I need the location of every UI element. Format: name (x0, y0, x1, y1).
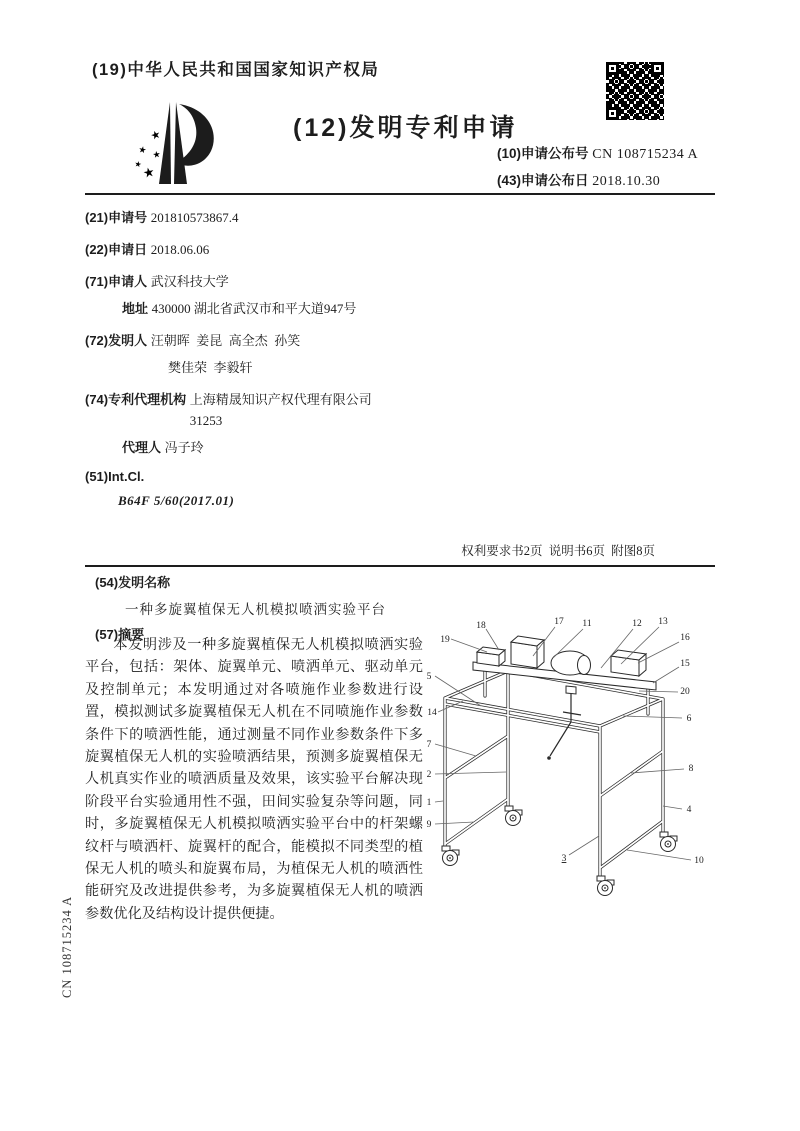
publication-date-label: (43)申请公布日 (497, 173, 589, 188)
publication-block (497, 141, 698, 195)
control-box (611, 650, 646, 676)
application-number-value: 201810573867.4 (150, 210, 239, 225)
application-date-label: (22)申请日 (85, 242, 148, 257)
application-number-row (85, 207, 435, 226)
caster-wheel (442, 846, 459, 866)
section-divider (85, 565, 715, 567)
publication-date-value: 2018.10.30 (592, 174, 661, 189)
qr-code (606, 62, 664, 120)
svg-text:17: 17 (554, 617, 564, 627)
patent-figure-drawing (423, 586, 723, 931)
caster-wheel (597, 876, 614, 896)
svg-text:19: 19 (440, 635, 450, 645)
cnipa-logo-icon (126, 96, 222, 201)
inventors-line1: 汪朝晖 姜昆 高全杰 孙笑 (150, 333, 301, 348)
publication-number-row (497, 141, 698, 168)
application-number-label: (21)申请号 (85, 210, 148, 225)
publication-number-label: (10)申请公布号 (497, 146, 589, 161)
patent-office-name: (19)中华人民共和国国家知识产权局 (92, 61, 380, 79)
svg-text:6: 6 (686, 714, 692, 724)
svg-text:20: 20 (680, 687, 690, 697)
agency-value: 上海精晟知识产权代理有限公司 31253 (189, 392, 372, 428)
publication-number-value: CN 108715234 A (592, 147, 699, 162)
inventors-line2: 樊佳荣 李毅轩 (168, 360, 253, 375)
svg-text:3: 3 (561, 854, 567, 864)
applicant-row (85, 271, 435, 290)
abstract-label: (57)摘要 (95, 627, 145, 642)
publication-date-row (497, 168, 698, 195)
applicant-value: 武汉科技大学 (150, 274, 229, 289)
logo-pillar-right (174, 102, 187, 184)
intcl-value: B64F 5/60(2017.01) (118, 493, 235, 508)
svg-text:12: 12 (632, 619, 642, 629)
patent-figure (423, 586, 723, 936)
logo-pillar-left (159, 102, 171, 184)
svg-text:10: 10 (694, 856, 704, 866)
svg-text:5: 5 (426, 672, 432, 682)
inventors-label: (72)发明人 (85, 333, 148, 348)
bibliographic-section (85, 199, 435, 509)
motor-box (511, 636, 544, 668)
star-icon: ★ (149, 128, 163, 143)
star-icon: ★ (133, 159, 143, 170)
intcl-label: (51)Int.Cl. (85, 469, 145, 484)
address-row (122, 298, 435, 317)
invention-title: 一种多旋翼植保无人机模拟喷洒实验平台 (125, 602, 386, 617)
svg-text:14: 14 (427, 708, 437, 718)
svg-text:15: 15 (680, 659, 690, 669)
application-date-value: 2018.06.06 (150, 242, 210, 257)
intcl-row (85, 469, 435, 484)
invention-title-label: (54)发明名称 (95, 575, 171, 590)
abstract-text: 本发明涉及一种多旋翼植保无人机模拟喷洒实验平台，包括：架体、旋翼单元、喷洒单元、驱动单元及控制单元；本发明通过对各喷施作业参数进行设置，模拟测试多旋翼植保无人机在不同喷施作业参数条件下的喷洒性能，通过测量不同作业参数条件下多旋翼植保无人机的实验喷洒结果，预测多旋翼植保无人机真实作业的喷洒质量及效果，该实验平台解决现阶段平台实验通用性不强，田间实验复杂等问题，同时，多旋翼植保无人机模拟喷洒实验平台中的杆架螺纹杆与喷洒杆、旋翼杆的配合，能模拟不同类型的植保无人机的喷头和旋翼布局，为植保无人机的喷洒性能研究及改进提供参考，为多旋翼植保无人机的喷洒参数优化及结构设计提供便捷。 (85, 637, 423, 922)
pages-info: 权利要求书2页 说明书6页 附图8页 (461, 544, 655, 558)
svg-text:18: 18 (476, 621, 486, 631)
document-type-title: (12)发明专利申请 (293, 114, 518, 142)
intcl-value-row (118, 493, 435, 509)
inventors-row (85, 330, 435, 349)
svg-text:8: 8 (688, 764, 694, 774)
qr-finder-icon (606, 62, 619, 75)
svg-text:11: 11 (582, 619, 592, 629)
svg-text:9: 9 (426, 820, 432, 830)
svg-text:4: 4 (686, 805, 692, 815)
agency-label: (74)专利代理机构 (85, 392, 187, 407)
address-value: 430000 湖北省武汉市和平大道947号 (151, 301, 357, 316)
caster-wheel (505, 806, 522, 826)
svg-text:16: 16 (680, 633, 690, 643)
agent-row (122, 437, 435, 456)
applicant-label: (71)申请人 (85, 274, 148, 289)
sidebar-publication-number: CN 108715234 A (60, 895, 74, 998)
caster-wheel (660, 832, 677, 852)
agent-label: 代理人 (122, 440, 162, 455)
agent-value: 冯子玲 (164, 440, 204, 455)
svg-text:1: 1 (426, 798, 432, 808)
application-date-row (85, 239, 435, 258)
agency-row (85, 389, 435, 431)
star-icon: ★ (137, 144, 148, 156)
star-icon: ★ (151, 148, 162, 160)
svg-text:2: 2 (426, 770, 432, 780)
qr-finder-icon (651, 62, 664, 75)
header-divider (85, 193, 715, 195)
qr-finder-icon (606, 107, 619, 120)
svg-text:13: 13 (658, 617, 668, 627)
address-label: 地址 (122, 301, 149, 316)
inventors-row-2 (168, 357, 435, 376)
star-icon: ★ (141, 163, 157, 181)
svg-text:7: 7 (426, 740, 432, 750)
title-section (85, 572, 386, 643)
